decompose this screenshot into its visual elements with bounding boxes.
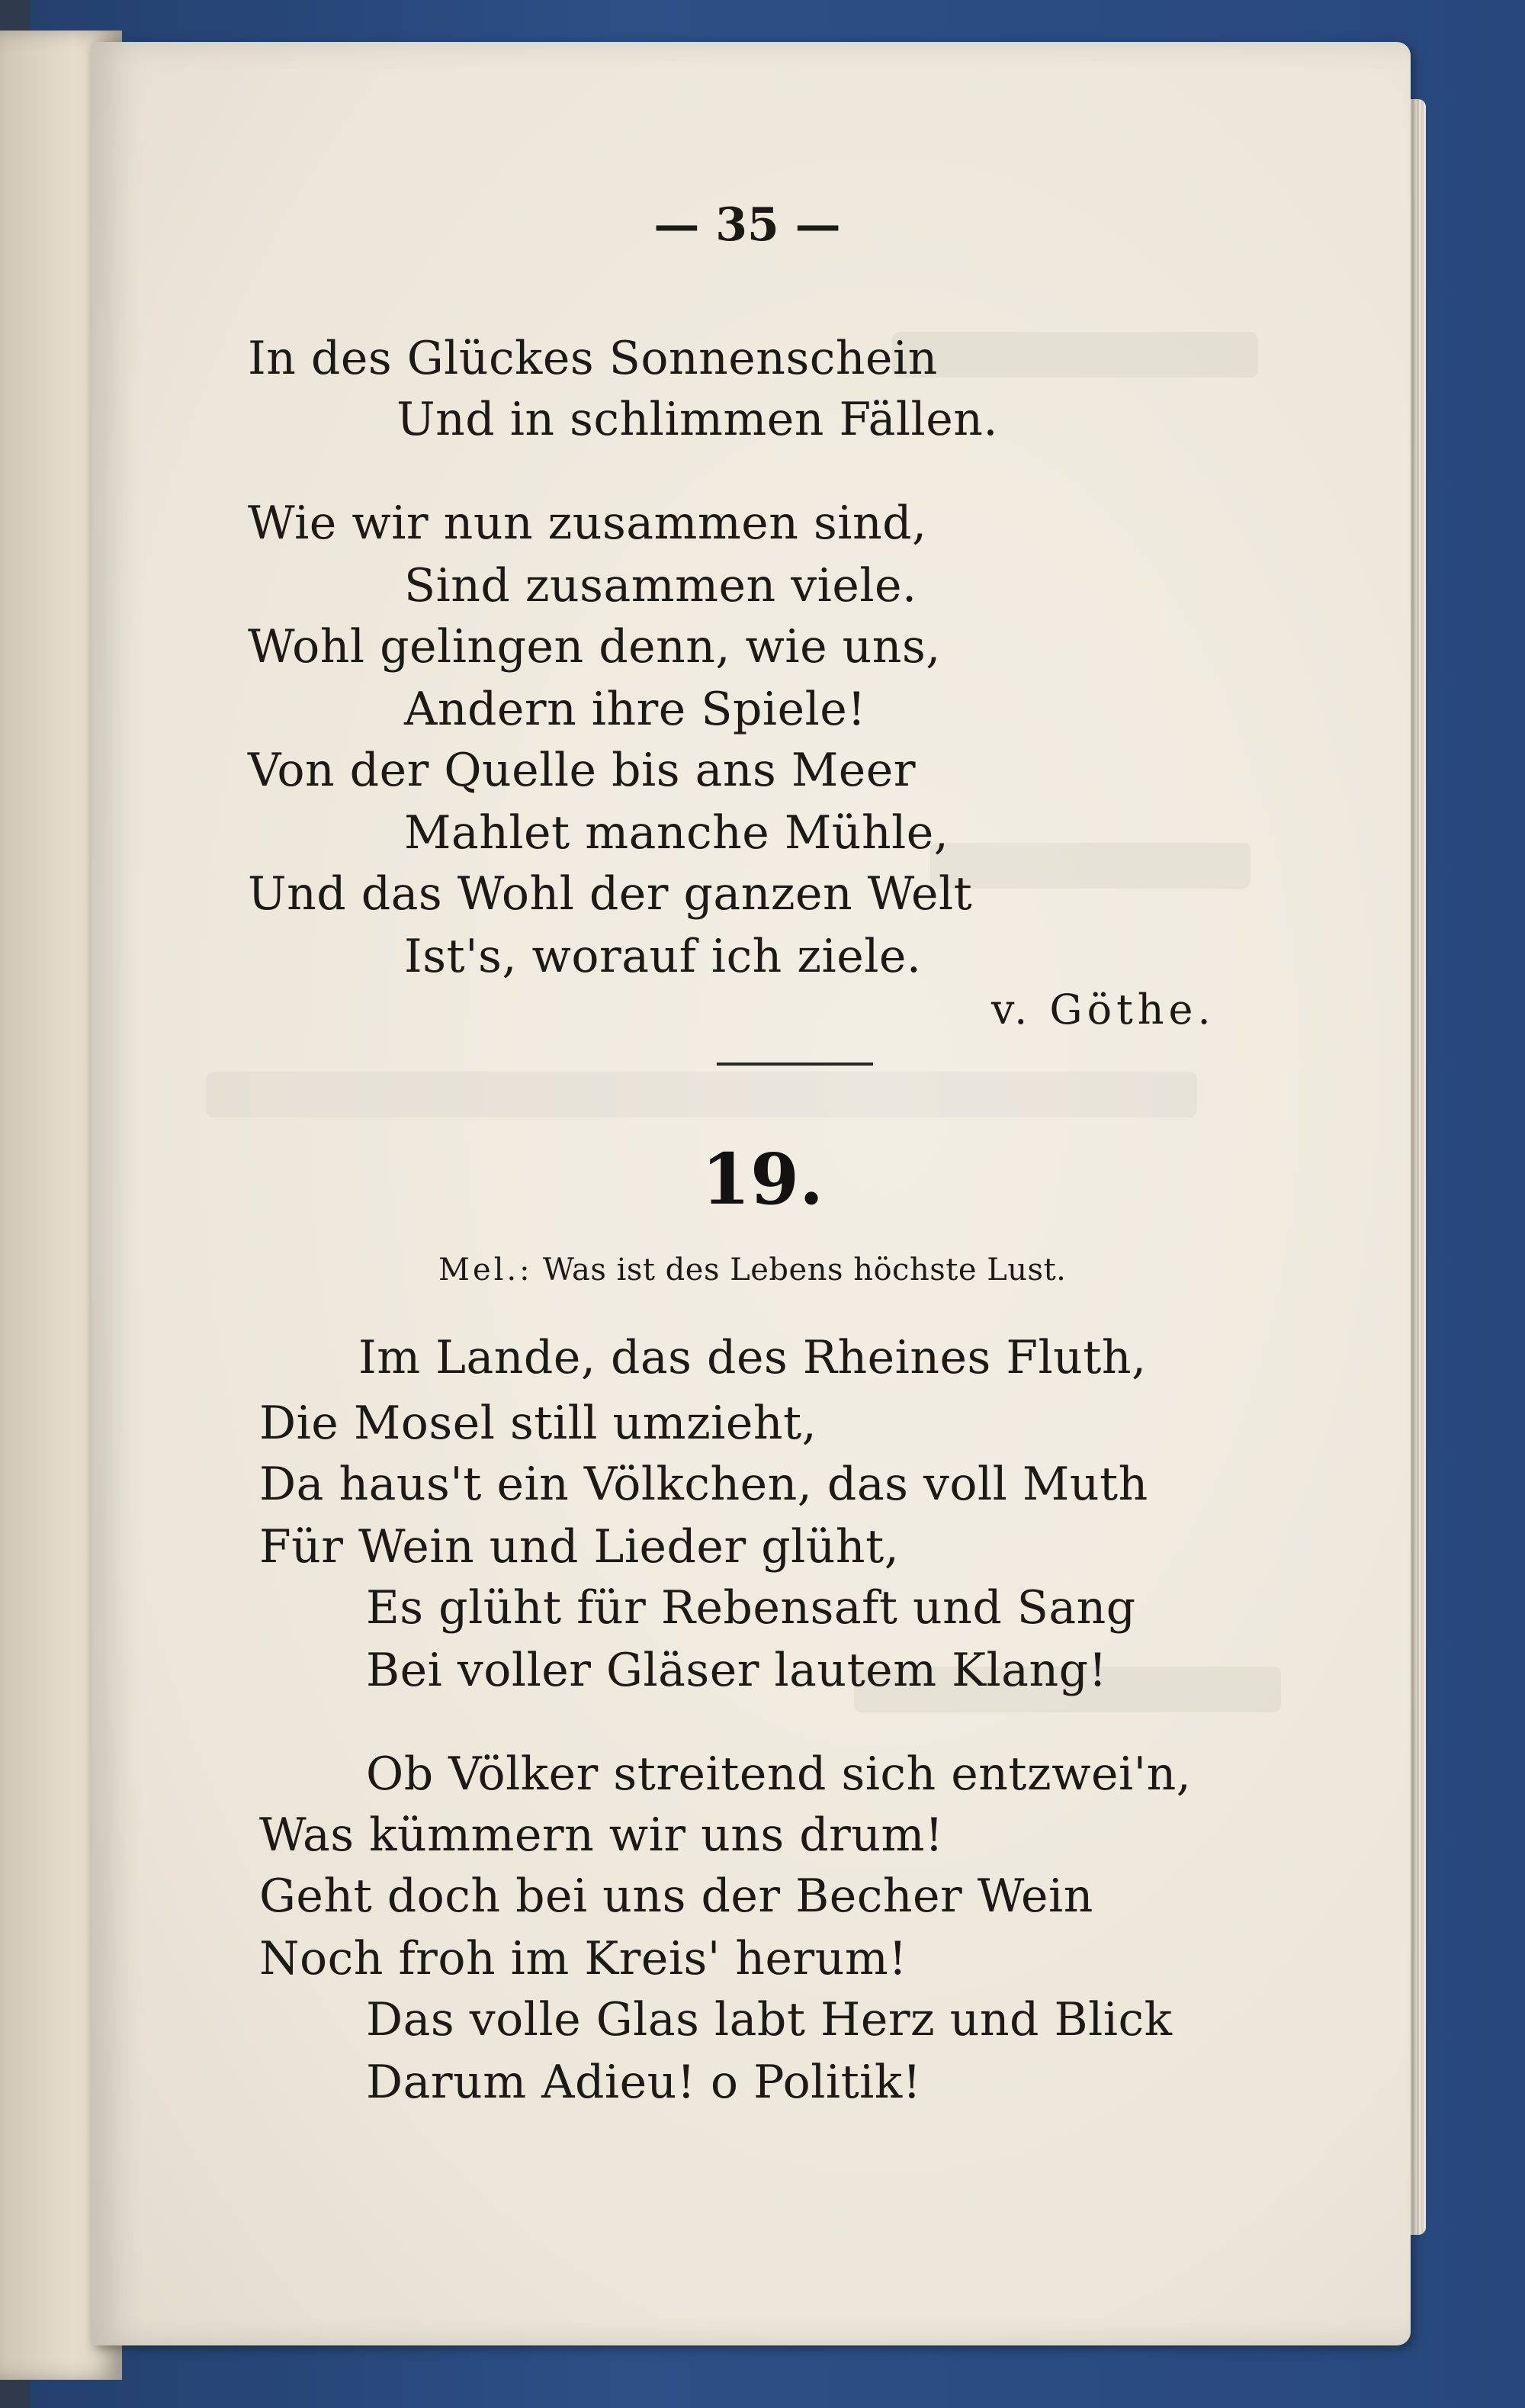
stanza-line: Ob Völker streitend sich entzwei'n, (366, 1747, 1192, 1801)
stanza-line: Im Lande, das des Rheines Fluth, (358, 1331, 1147, 1384)
stanza-line: Geht doch bei uns der Becher Wein (259, 1869, 1093, 1923)
melody-title: Was ist des Lebens höchste Lust. (542, 1252, 1067, 1288)
bleed-through (892, 332, 1258, 378)
stanza-line: Bei voller Gläser lautem Klang! (366, 1644, 1108, 1697)
stanza-line: Für Wein und Lieder glüht, (259, 1520, 900, 1574)
bleed-through (206, 1072, 1197, 1117)
poem-line: Von der Quelle bis ans Meer (248, 744, 916, 797)
poem-line: Wohl gelingen denn, wie uns, (248, 620, 941, 674)
melody-label: Mel.: (438, 1252, 533, 1288)
stanza-line: Darum Adieu! o Politik! (366, 2056, 922, 2109)
poem-line: Und in schlimmen Fällen. (396, 393, 998, 446)
stanza-line: Da haus't ein Völkchen, das voll Muth (259, 1458, 1148, 1511)
poem-line: Ist's, worauf ich ziele. (404, 930, 922, 983)
section-divider (717, 1063, 873, 1066)
poem-line: Und das Wohl der ganzen Welt (248, 867, 973, 921)
page-number: — 35 — (653, 198, 841, 252)
song-number: 19. (702, 1138, 824, 1220)
stanza-line: Das volle Glas labt Herz und Blick (366, 1993, 1173, 2046)
melody-note (438, 1251, 1066, 1289)
poem-line: In des Glückes Sonnenschein (248, 332, 938, 385)
poem-line: Mahlet manche Mühle, (404, 806, 949, 860)
author-attribution: v. Göthe. (991, 985, 1215, 1034)
stanza-line: Es glüht für Rebensaft und Sang (366, 1581, 1136, 1635)
poem-line: Andern ihre Spiele! (404, 683, 866, 736)
poem-line: Sind zusammen viele. (404, 559, 917, 612)
bleed-through (930, 843, 1250, 889)
poem-line: Wie wir nun zusammen sind, (248, 497, 927, 550)
stanza-line: Noch froh im Kreis' herum! (259, 1932, 907, 1985)
stanza-line: Die Mosel still umzieht, (259, 1397, 817, 1450)
stanza-line: Was kümmern wir uns drum! (259, 1808, 944, 1862)
